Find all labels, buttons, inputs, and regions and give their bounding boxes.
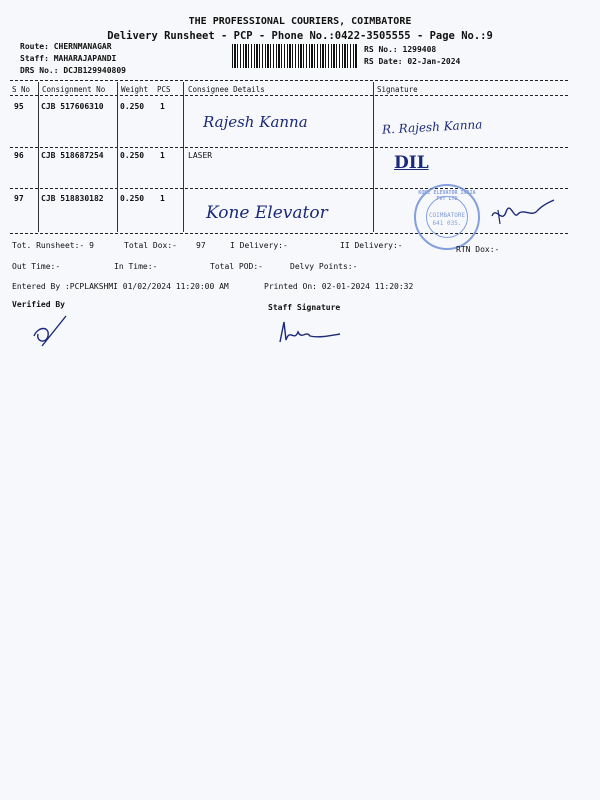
row-pcs: 1: [160, 194, 165, 203]
row-weight: 0.250: [120, 151, 145, 160]
out-time-label: Out Time:-: [12, 262, 61, 271]
stamp-city: COIMBATORE: [428, 212, 466, 219]
runsheet-subtitle: Delivery Runsheet - PCP - Phone No.:0422-3505555 - Page No.:9: [107, 30, 493, 42]
tot-runsheet: Tot. Runsheet:- 9: [12, 241, 94, 250]
verified-by-label: Verified By: [12, 300, 65, 309]
ii-delivery-label: II Delivery:-: [340, 241, 403, 250]
table-header-rule: [10, 95, 568, 96]
total-dox-label: Total Dox:-: [124, 241, 177, 250]
recipient-signature: DIL: [394, 153, 429, 173]
company-title: THE PROFESSIONAL COURIERS, COIMBATORE: [188, 16, 412, 27]
barcode: [232, 44, 358, 68]
column-divider: [373, 82, 374, 232]
col-header-signature: Signature: [377, 85, 418, 94]
row-sno: 97: [14, 194, 24, 203]
col-header-weight: Weight: [121, 85, 149, 94]
company-stamp: [414, 184, 480, 250]
recipient-signature: R. Rajesh Kanna: [381, 117, 483, 137]
column-divider: [38, 82, 39, 232]
verifier-signature: [28, 312, 78, 352]
consignee-details: LASER: [188, 151, 213, 160]
row-consignment-no: CJB 518830182: [41, 194, 104, 203]
row-weight: 0.250: [120, 194, 145, 203]
rtn-dox-label: RTN Dox:-: [456, 245, 500, 254]
total-dox-value: 97: [196, 241, 206, 250]
drs-number: DRS No.: DCJB129940809: [20, 66, 126, 75]
recipient-signature-scribble: [488, 196, 558, 230]
row-divider: [10, 147, 568, 148]
rs-number: RS No.: 1299408: [364, 45, 437, 54]
staff-label: Staff: MAHARAJAPANDI: [20, 54, 117, 63]
handwritten-consignee-name: Rajesh Kanna: [203, 113, 308, 131]
in-time-label: In Time:-: [114, 262, 158, 271]
i-delivery-label: I Delivery:-: [230, 241, 288, 250]
delvy-points-label: Delvy Points:-: [290, 262, 358, 271]
table-bottom-rule: [10, 233, 568, 234]
table-top-rule: [10, 80, 568, 81]
col-header-pcs: PCS: [157, 85, 171, 94]
stamp-pin: 641 035.: [432, 220, 462, 227]
col-header-consignee: Consignee Details: [188, 85, 265, 94]
col-header-consignment: Consignment No: [42, 85, 106, 94]
col-header-sno: S No: [12, 85, 31, 94]
handwritten-consignee-name: Kone Elevator: [206, 203, 328, 223]
printed-on: Printed On: 02-01-2024 11:20:32: [264, 282, 414, 291]
row-consignment-no: CJB 518687254: [41, 151, 104, 160]
staff-signature-label: Staff Signature: [268, 303, 341, 312]
total-pod-label: Total POD:-: [210, 262, 263, 271]
staff-signature-scribble: [276, 318, 346, 348]
column-divider: [183, 82, 184, 232]
stamp-company-name: KONE ELEVATOR INDIA PVT LTD: [418, 190, 476, 202]
row-consignment-no: CJB 517606310: [41, 102, 104, 111]
row-sno: 95: [14, 102, 24, 111]
column-divider: [117, 82, 118, 232]
row-sno: 96: [14, 151, 24, 160]
entered-by: Entered By :PCPLAKSHMI 01/02/2024 11:20:00 AM: [12, 282, 229, 291]
row-weight: 0.250: [120, 102, 145, 111]
row-pcs: 1: [160, 151, 165, 160]
row-pcs: 1: [160, 102, 165, 111]
route-label: Route: CHERNMANAGAR: [20, 42, 112, 51]
row-divider: [10, 188, 568, 189]
rs-date: RS Date: 02-Jan-2024: [364, 57, 461, 66]
